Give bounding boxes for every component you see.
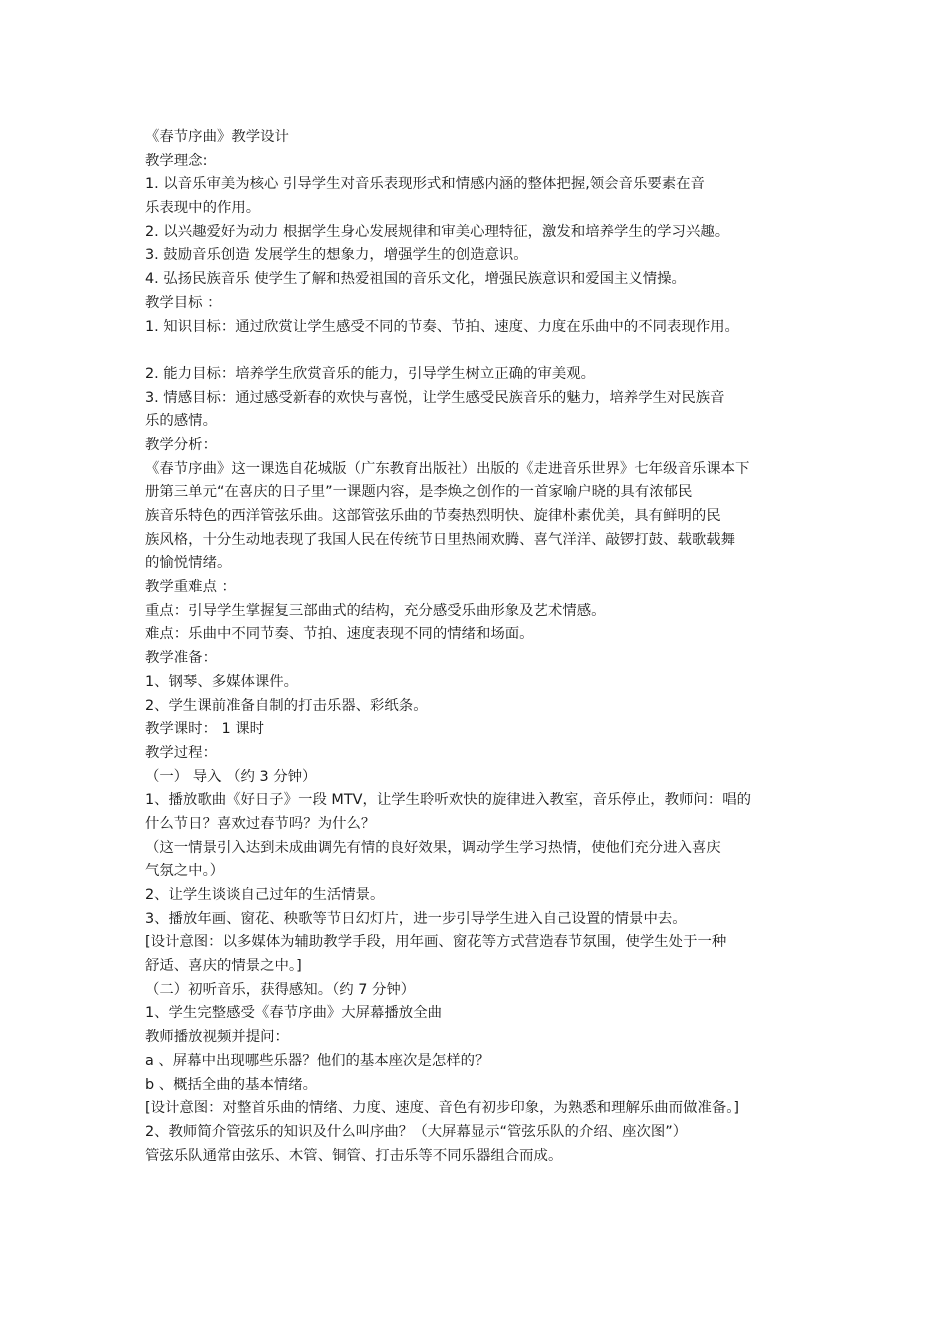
- subsection-heading-first-listen: （二）初听音乐，获得感知。（约 7 分钟）: [145, 981, 416, 998]
- text-line: 4. 弘扬民族音乐 使学生了解和热爱祖国的音乐文化，增强民族意识和爱国主义情操。: [145, 271, 686, 288]
- text-line: 3. 鼓励音乐创造 发展学生的想象力，增强学生的创造意识。: [145, 247, 528, 264]
- text-line: 2、让学生谈谈自己过年的生活情景。: [145, 887, 385, 903]
- document-page: [145, 126, 825, 1168]
- text-line: 2. 能力目标：培养学生欣赏音乐的能力，引导学生树立正确的审美观。: [145, 365, 596, 382]
- text-line: 气氛之中。）: [145, 863, 225, 880]
- text-line: 什么节日？喜欢过春节吗？为什么？: [145, 815, 376, 832]
- section-heading-key-points: 教学重难点 ：: [145, 579, 236, 596]
- text-line: 1、播放歌曲《好日子》一段 MTV，让学生聆听欢快的旋律进入教室，音乐停止，教师问：唱的: [145, 792, 752, 809]
- text-line: 2. 以兴趣爱好为动力 根据学生身心发展规律和审美心理特征，激发和培养学生的学习兴趣。: [145, 223, 730, 240]
- class-hours: 教学课时： 1 课时: [145, 721, 265, 738]
- text-line: 舒适、喜庆的情景之中。]: [145, 958, 302, 975]
- text-line: 教师播放视频并提问：: [145, 1029, 289, 1046]
- section-heading-goals: 教学目标 ：: [145, 294, 222, 311]
- subsection-heading-intro: （一） 导入 （约 3 分钟）: [145, 768, 317, 785]
- blank-line: [145, 339, 825, 363]
- text-line: 1. 以音乐审美为核心 引导学生对音乐表现形式和情感内涵的整体把握,领会音乐要素在音: [145, 176, 705, 193]
- text-line: （这一情景引入达到未成曲调先有情的良好效果，调动学生学习热情，使他们充分进入喜庆: [145, 839, 721, 856]
- text-line: 《春节序曲》这一课选自花城版（广东教育出版社）出版的《走进音乐世界》七年级音乐课本下: [145, 460, 750, 477]
- text-line: 乐表现中的作用。: [145, 200, 261, 217]
- text-line: [设计意图：对整首乐曲的情绪、力度、速度、音色有初步印象，为熟悉和理解乐曲而做准备。]: [145, 1100, 740, 1117]
- text-line: [设计意图：以多媒体为辅助教学手段，用年画、窗花等方式营造春节氛围，使学生处于一种: [145, 934, 727, 951]
- text-line: 族音乐特色的西洋管弦乐曲。这部管弦乐曲的节奏热烈明快、旋律朴素优美，具有鲜明的民: [145, 508, 721, 524]
- text-line: b 、概括全曲的基本情绪。: [145, 1076, 318, 1093]
- section-heading-philosophy: 教学理念:: [145, 152, 208, 169]
- text-line: 1、钢琴、多媒体课件。: [145, 673, 299, 690]
- text-line: 3、播放年画、窗花、秧歌等节日幻灯片，进一步引导学生进入自己设置的情景中去。: [145, 910, 687, 927]
- text-line: 重点：引导学生掌握复三部曲式的结构，充分感受乐曲形象及艺术情感。: [145, 602, 606, 619]
- section-heading-analysis: 教学分析：: [145, 436, 217, 453]
- doc-title: 《春节序曲》教学设计: [145, 129, 289, 145]
- text-line: 2、学生课前准备自制的打击乐器、彩纸条。: [145, 697, 428, 714]
- text-line: a 、屏幕中出现哪些乐器？他们的基本座次是怎样的？: [145, 1052, 490, 1069]
- text-line: 2、教师简介管弦乐的知识及什么叫序曲？（大屏幕显示“管弦乐队的介绍、座次图”）: [145, 1123, 688, 1140]
- text-line: 难点：乐曲中不同节奏、节拍、速度表现不同的情绪和场面。: [145, 626, 534, 643]
- text-line: 族风格，十分生动地表现了我国人民在传统节日里热闹欢腾、喜气洋洋、敲锣打鼓、载歌载舞: [145, 531, 736, 548]
- text-line: 的愉悦情绪。: [145, 555, 232, 572]
- text-line: 管弦乐队通常由弦乐、木管、铜管、打击乐等不同乐器组合而成。: [145, 1147, 563, 1164]
- text-line: 1、学生完整感受《春节序曲》大屏幕播放全曲: [145, 1005, 442, 1022]
- text-line: 1. 知识目标：通过欣赏让学生感受不同的节奏、节拍、速度、力度在乐曲中的不同表现作用。: [145, 318, 739, 335]
- section-heading-process: 教学过程：: [145, 744, 217, 761]
- text-line: 乐的感情。: [145, 413, 217, 430]
- section-heading-preparation: 教学准备：: [145, 650, 217, 667]
- text-line: 册第三单元“在喜庆的日子里”一课题内容，是李焕之创作的一首家喻户晓的具有浓郁民: [145, 484, 693, 501]
- text-line: 3. 情感目标：通过感受新春的欢快与喜悦，让学生感受民族音乐的魅力，培养学生对民族音: [145, 389, 725, 406]
